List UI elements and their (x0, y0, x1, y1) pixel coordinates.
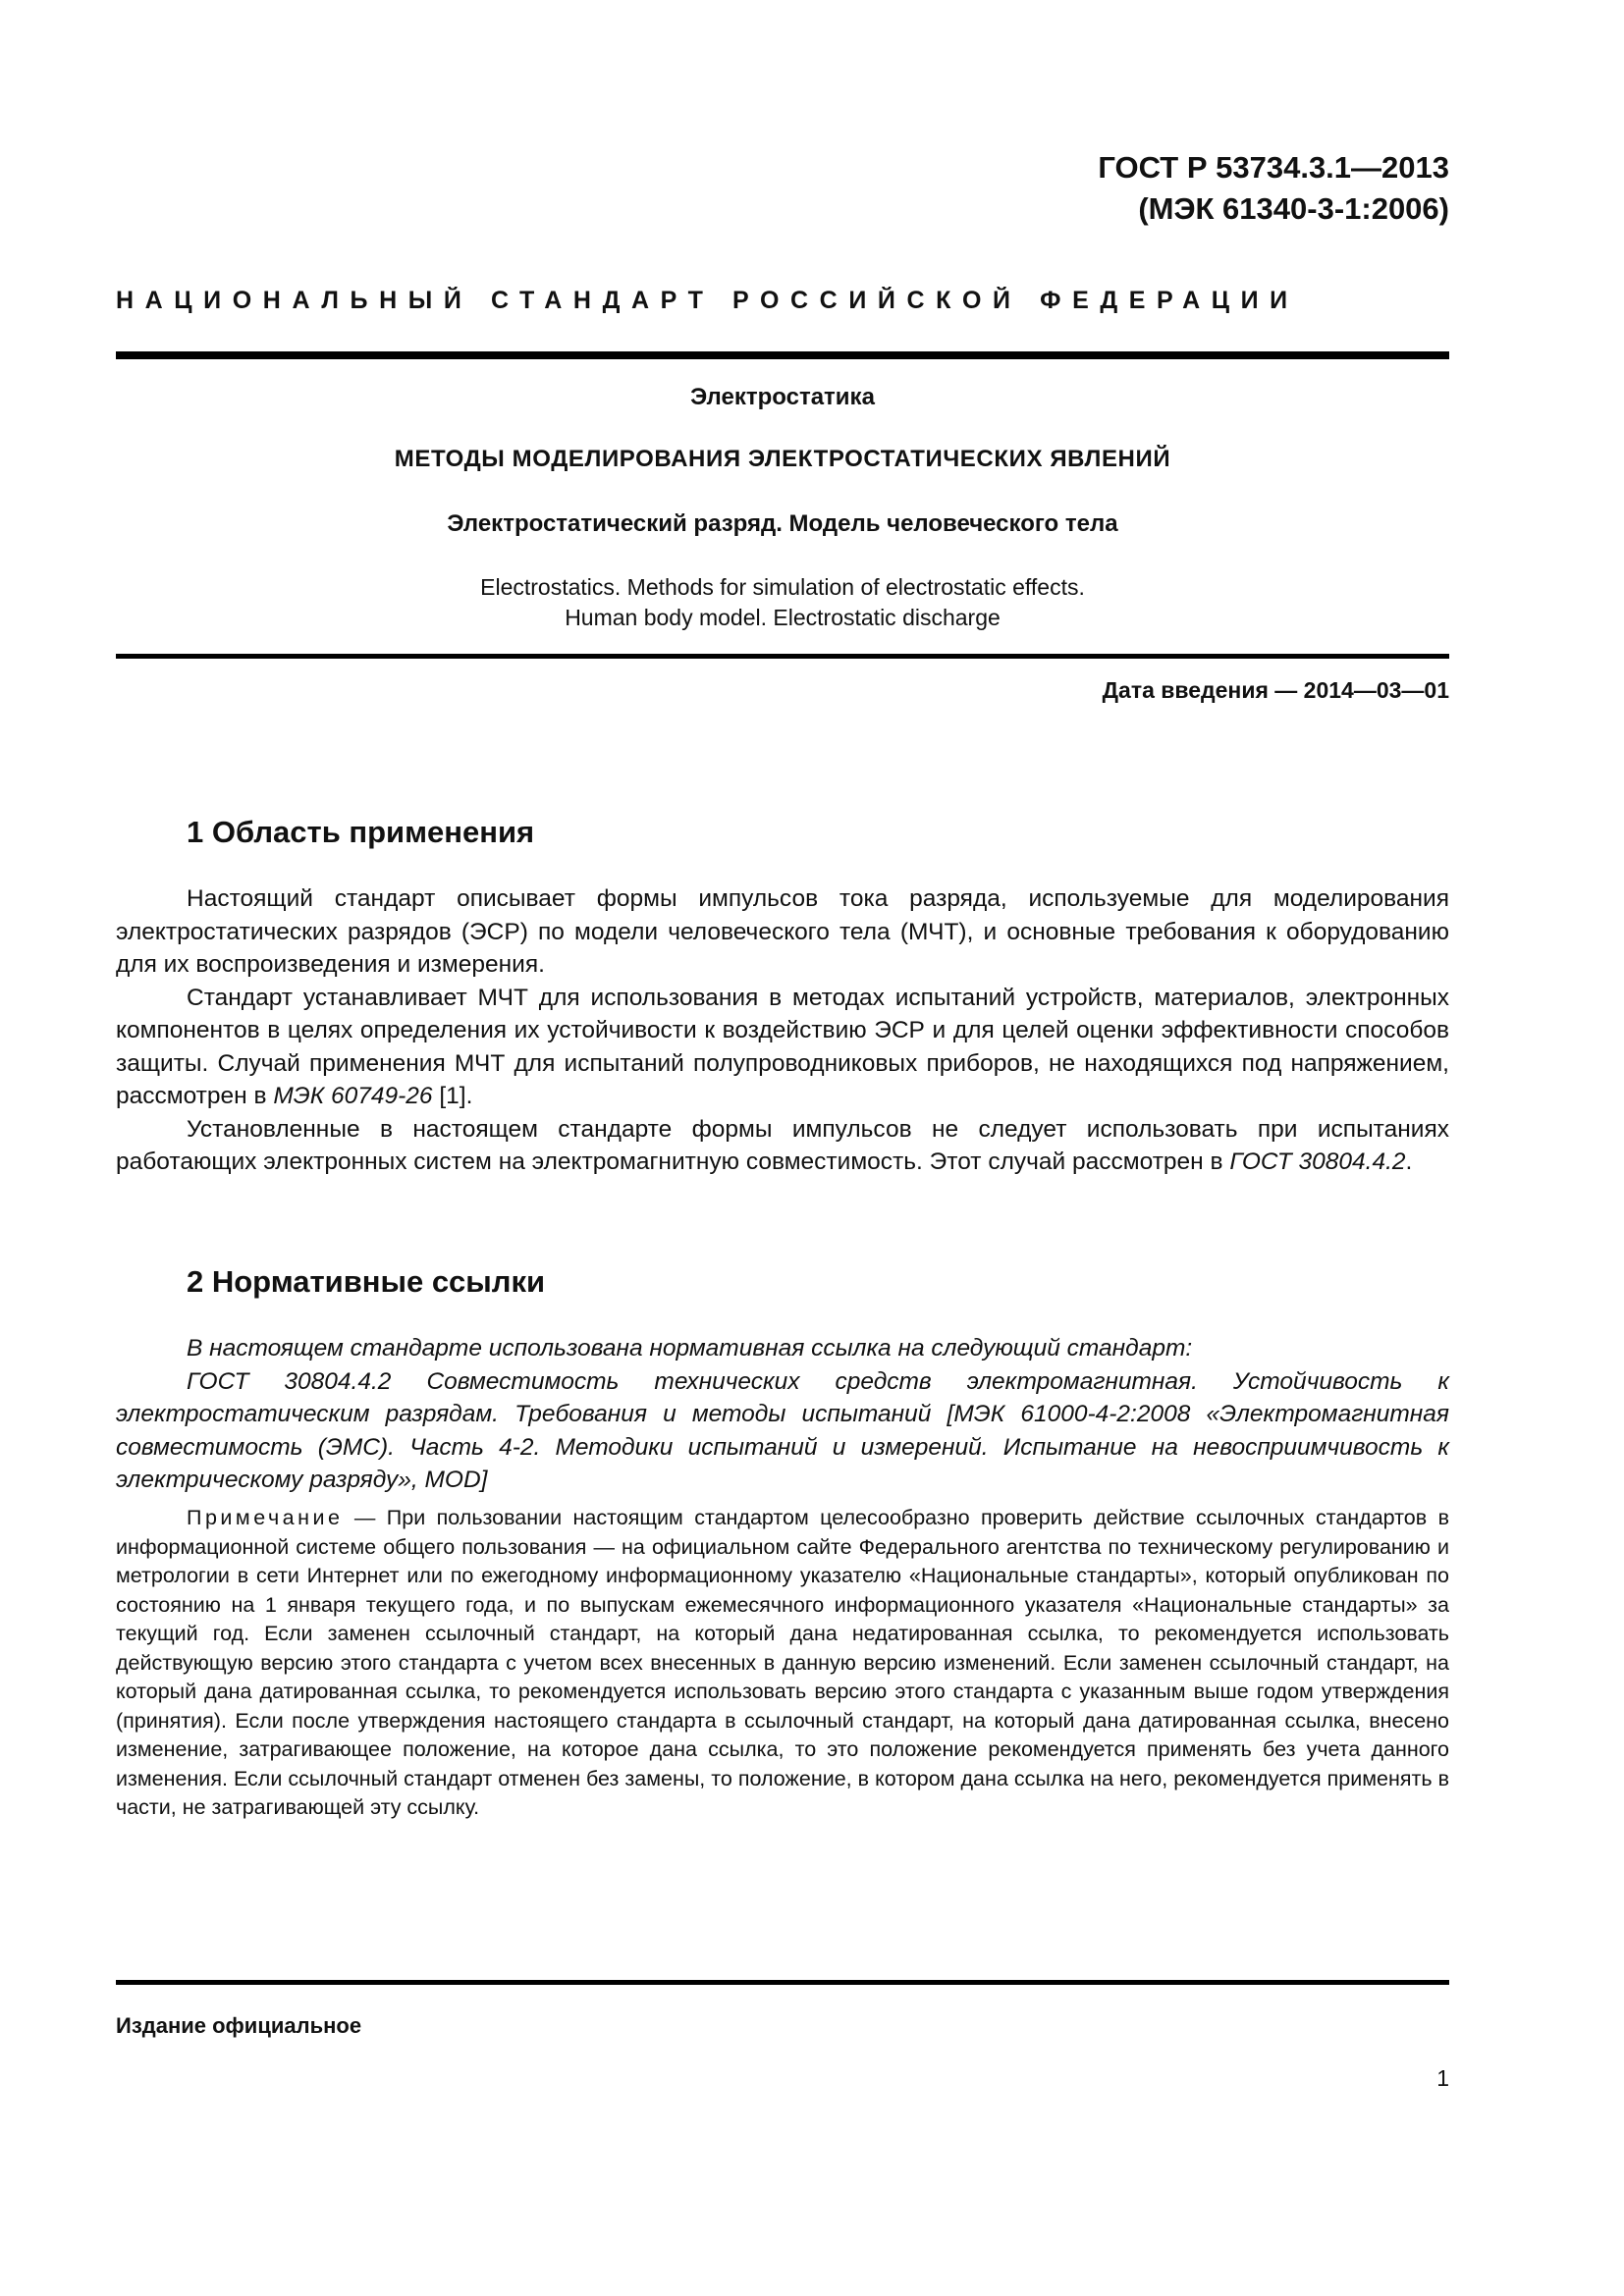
section-1-paragraph-2: Стандарт устанавливает МЧТ для использования в методах испытаний устройств, материалов, электронных компонентов в целях определения их устойчивости к воздействию ЭСР и для целей оценки эффективности способов защиты. Случай применения МЧТ для испытаний полупроводниковых приборов, не находящихся под напряжением, рассмотрен в МЭК 60749-26 [1]. (116, 984, 1449, 1109)
date-of-introduction: Дата введения — 2014—03—01 (1102, 677, 1449, 703)
english-title-line1: Electrostatics. Methods for simulation of electrostatic effects. (480, 574, 1085, 600)
note-block (116, 1504, 1449, 1823)
section-1-heading: 1 Область применения (187, 815, 535, 849)
section-2-body (116, 1332, 1449, 1497)
document-subtitle: Электростатический разряд. Модель человеческого тела (447, 510, 1118, 537)
header-divider (116, 351, 1449, 359)
footer-divider (116, 1980, 1449, 1985)
page-number: 1 (1436, 2065, 1449, 2091)
note-text: — При пользовании настоящим стандартом целесообразно проверить действие ссылочных стандартов в информационной системе общего пользования — на официальном сайте Федерального агентства по техническому регулированию и метрологии в сети Интернет или по ежегодному информационному указателю «Национальные стандарты», который опубликован по состоянию на 1 января текущего года, и по выпускам ежемесячного информационного указателя «Национальные стандарты» за текущий год. Если заменен ссылочный стандарт, на который дана недатированная ссылка, то рекомендуется использовать действующую версию этого стандарта с учетом всех внесенных в данную версию изменений. Если заменен ссылочный стандарт, на который дана датированная ссылка, то рекомендуется использовать версию этого стандарта с указанным выше годом утверждения (принятия). Если после утверждения настоящего стандарта в ссылочный стандарт, на который дана датированная ссылка, внесено изменение, затрагивающее положение, на которое дана ссылка, то это положение рекомендуется применять без учета данного изменения. Если ссылочный стандарт отменен без замены, то положение, в котором дана ссылка на него, рекомендуется применять в части, не затрагивающей эту ссылку. (116, 1506, 1449, 1819)
iec-number: (МЭК 61340-3-1:2006) (1138, 191, 1449, 226)
subject-heading: Электростатика (690, 384, 875, 410)
english-title (116, 572, 1449, 633)
iec-60749-26-reference: МЭК 60749-26 (273, 1083, 433, 1109)
gost-number: ГОСТ Р 53734.3.1—2013 (1098, 150, 1449, 185)
section-2-paragraph-1: В настоящем стандарте использована нормативная ссылка на следующий стандарт: (187, 1335, 1193, 1362)
note-paragraph (116, 1504, 1449, 1823)
section-1-body (116, 882, 1449, 1179)
section-1-paragraph-3: Установленные в настоящем стандарте формы импульсов не следует использовать при испытаниях работающих электронных систем на электромагнитную совместимость. Этот случай рассмотрен в ГОСТ 30804.4.2. (116, 1115, 1449, 1175)
document-title: МЕТОДЫ МОДЕЛИРОВАНИЯ ЭЛЕКТРОСТАТИЧЕСКИХ ЯВЛЕНИЙ (394, 446, 1171, 472)
section-2-heading: 2 Нормативные ссылки (187, 1264, 546, 1299)
english-title-line2: Human body model. Electrostatic discharge (565, 605, 1001, 630)
section-1-paragraph-1: Настоящий стандарт описывает формы импульсов тока разряда, используемые для моделирования электростатических разрядов (ЭСР) по модели человеческого тела (МЧТ), и основные требования к оборудованию для их воспроизведения и измерения. (116, 885, 1449, 978)
gost-30804-reference: ГОСТ 30804.4.2 (1229, 1148, 1406, 1175)
title-divider (116, 654, 1449, 659)
official-edition-label: Издание официальное (116, 2013, 362, 2038)
national-standard-banner: НАЦИОНАЛЬНЫЙ СТАНДАРТ РОССИЙСКОЙ ФЕДЕРАЦИИ (116, 287, 1299, 314)
section-2-reference-entry: ГОСТ 30804.4.2 Совместимость технических средств электромагнитная. Устойчивость к электростатическим разрядам. Требования и методы испытаний [МЭК 61000-4-2:2008 «Электромагнитная совместимость (ЭМС). Часть 4-2. Методики испытаний и измерений. Испытание на невосприимчивость к электрическому разряду», MOD] (116, 1367, 1449, 1493)
note-label: Примечание (187, 1506, 344, 1529)
document-code-block (1098, 147, 1449, 230)
